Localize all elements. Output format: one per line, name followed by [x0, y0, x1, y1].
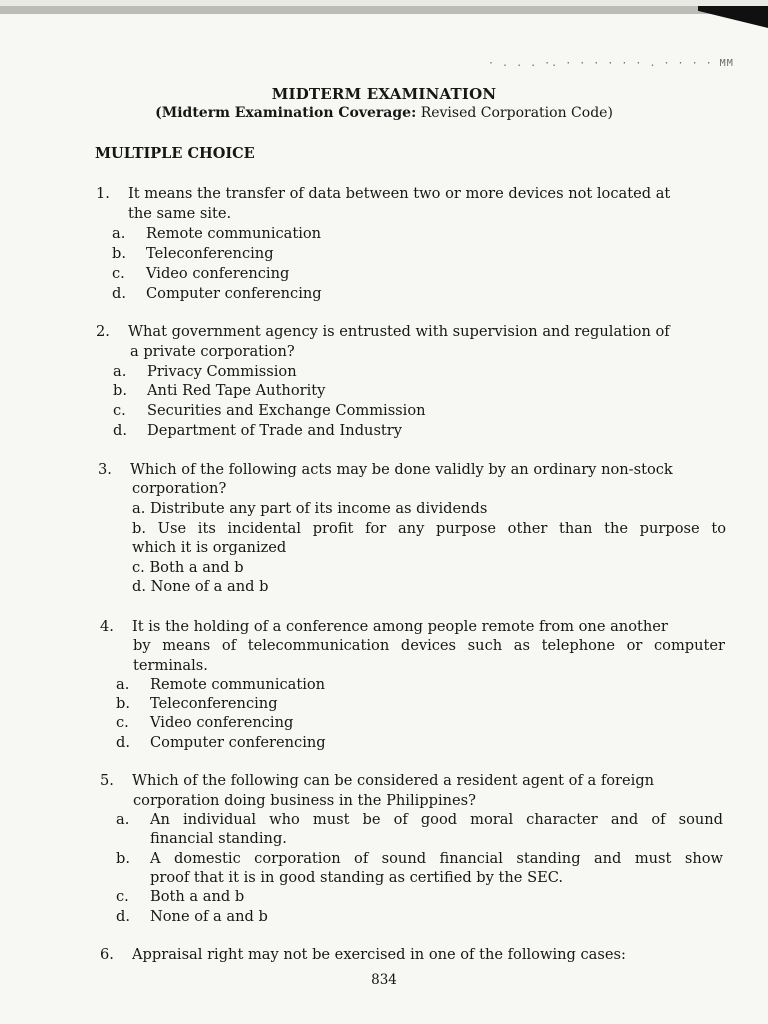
question-3-continued: corporation? — [132, 480, 227, 497]
question-5-option-b-continued: proof that it is in good standing as certified by the SEC. — [150, 869, 564, 886]
page-top-edge — [0, 6, 768, 14]
question-1-continued: the same site. — [128, 205, 232, 222]
question-4-continued-2: terminals. — [133, 657, 208, 674]
question-5-option-b: b. A domestic corporation of sound financial standing and must show — [116, 850, 723, 867]
question-5-option-a: a. An individual who must be of good moral character and of sound — [116, 811, 723, 828]
question-4 — [100, 617, 668, 637]
question-5-option-d: d. None of a and b — [116, 908, 268, 925]
question-2-option-b: b. Anti Red Tape Authority — [113, 382, 326, 399]
question-text: It is the holding of a conference among people remote from one another — [132, 618, 668, 635]
question-4-option-b: b. Teleconferencing — [116, 695, 278, 712]
question-1-option-a: a. Remote communication — [112, 225, 322, 242]
question-number: 1. — [96, 185, 110, 202]
question-number: 5. — [100, 772, 114, 789]
question-2-option-a: a. Privacy Commission — [113, 363, 297, 380]
question-text: Which of the following can be considered a resident agent of a foreign — [132, 772, 655, 789]
question-number: 4. — [100, 618, 114, 635]
question-2-option-c: c. Securities and Exchange Commission — [113, 402, 426, 419]
question-text: Which of the following acts may be done validly by an ordinary non-stock — [130, 461, 673, 478]
exam-page — [0, 6, 768, 1024]
question-number: 2. — [96, 323, 110, 340]
question-number: 6. — [100, 946, 114, 963]
question-3 — [98, 460, 673, 480]
question-5-continued: corporation doing business in the Philippines? — [133, 792, 476, 809]
page-title: MIDTERM EXAMINATION — [271, 85, 497, 103]
question-5-option-a-continued: financial standing. — [150, 830, 287, 847]
question-6 — [100, 945, 626, 965]
question-1 — [96, 184, 670, 204]
question-text: It means the transfer of data between two or more devices not located at — [128, 185, 671, 202]
question-3-option-d: d. None of a and b — [132, 578, 269, 595]
question-4-option-c: c. Video conferencing — [116, 714, 294, 731]
question-number: 3. — [98, 461, 112, 478]
page-corner-shadow — [698, 6, 768, 28]
question-4-option-d: d. Computer conferencing — [116, 734, 326, 751]
question-4-option-a: a. Remote communication — [116, 676, 326, 693]
question-3-option-b-continued: which it is organized — [132, 539, 287, 556]
section-heading: MULTIPLE CHOICE — [95, 145, 255, 162]
question-text: What government agency is entrusted with supervision and regulation of — [128, 323, 670, 340]
question-4-continued: by means of telecommunication devices such as telephone or computer — [133, 637, 725, 654]
page-subtitle — [0, 105, 768, 121]
question-3-option-b: b. Use its incidental profit for any purpose other than the purpose to — [132, 520, 726, 537]
question-5 — [100, 771, 654, 791]
question-3-option-c: c. Both a and b — [132, 559, 244, 576]
question-1-option-d: d. Computer conferencing — [112, 285, 322, 302]
subtitle-label: (Midterm Examination Coverage: — [155, 105, 417, 121]
question-text: Appraisal right may not be exercised in one of the following cases: — [132, 946, 626, 963]
question-1-option-c: c. Video conferencing — [112, 265, 290, 282]
question-2-option-d: d. Department of Trade and Industry — [113, 422, 403, 439]
question-3-option-a: a. Distribute any part of its income as dividends — [132, 500, 488, 517]
faint-header-marks: · . . . ·. · · · · · · . · · · · MM — [488, 58, 734, 69]
subtitle-topic: Revised Corporation Code) — [416, 105, 613, 121]
question-5-option-c: c. Both a and b — [116, 888, 245, 905]
question-2 — [96, 322, 670, 342]
page-number: 834 — [371, 972, 397, 988]
question-1-option-b: b. Teleconferencing — [112, 245, 274, 262]
question-2-continued: a private corporation? — [130, 343, 295, 360]
